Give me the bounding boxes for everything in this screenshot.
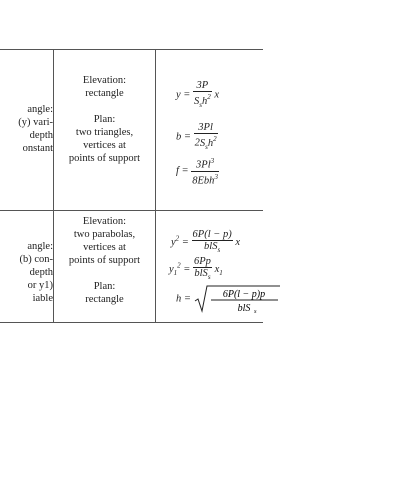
svg-text:6P(l − p)p: 6P(l − p)p	[222, 289, 265, 300]
row1-shape	[54, 74, 155, 165]
row2-formula-h: h = 6P(l − p)p blS s	[176, 284, 280, 314]
svg-text:s: s	[253, 308, 257, 314]
table-top-rule	[0, 49, 263, 50]
row2-desc-line: angle:	[27, 241, 53, 252]
column-divider-2	[155, 49, 156, 323]
row1-desc-line: onstant	[22, 143, 53, 154]
row1-formula-y: y = $\frac{3P}{S_sh^2}$ x	[176, 80, 220, 109]
row2-shape	[54, 215, 155, 306]
row1-formula-b: b = $\frac{3Pl}{2S_sh^2}$	[176, 122, 217, 151]
row1-elevation-label: Elevation:	[82, 75, 127, 86]
row1-plan-label: Plan:	[93, 114, 116, 125]
row1-desc-line: depth	[29, 130, 53, 141]
row2-elevation-line: vertices at	[83, 242, 126, 253]
row1-description	[0, 103, 53, 155]
row2-plan-value: rectangle	[85, 294, 124, 305]
row2-desc-line: (b) con-	[19, 254, 53, 265]
row2-formula-y1: $y_1^2$ = $\frac{6Pp}{blS_s}$ $x_1$	[169, 256, 223, 282]
row-divider	[0, 210, 263, 211]
row1-desc-line: angle:	[27, 104, 53, 115]
row2-formula-y: $y^2$ = $\frac{6P(l - p)}{blS_s}$ x	[171, 229, 240, 255]
svg-text:blS: blS	[237, 303, 250, 314]
row1-plan-line: points of support	[68, 153, 141, 164]
row1-plan-line: two triangles,	[75, 127, 134, 138]
row2-plan-label: Plan:	[93, 281, 116, 292]
row1-plan-line: vertices at	[83, 140, 126, 151]
row2-elevation-line: two parabolas,	[73, 229, 136, 240]
row2-desc-line: or y1)	[27, 280, 53, 291]
row2-elevation-label: Elevation:	[82, 216, 127, 227]
radical-sign	[194, 284, 280, 314]
row1-formula-f: f = $\frac{3Pl^3}{8Ebh^3}$	[176, 157, 218, 186]
row2-description	[0, 240, 53, 305]
table-bottom-rule	[0, 322, 263, 323]
row1-elevation-value: rectangle	[85, 88, 124, 99]
row1-desc-line: (y) vari-	[18, 117, 53, 128]
row2-desc-line: iable	[32, 293, 53, 304]
row2-desc-line: depth	[29, 267, 53, 278]
row2-elevation-line: points of support	[68, 255, 141, 266]
